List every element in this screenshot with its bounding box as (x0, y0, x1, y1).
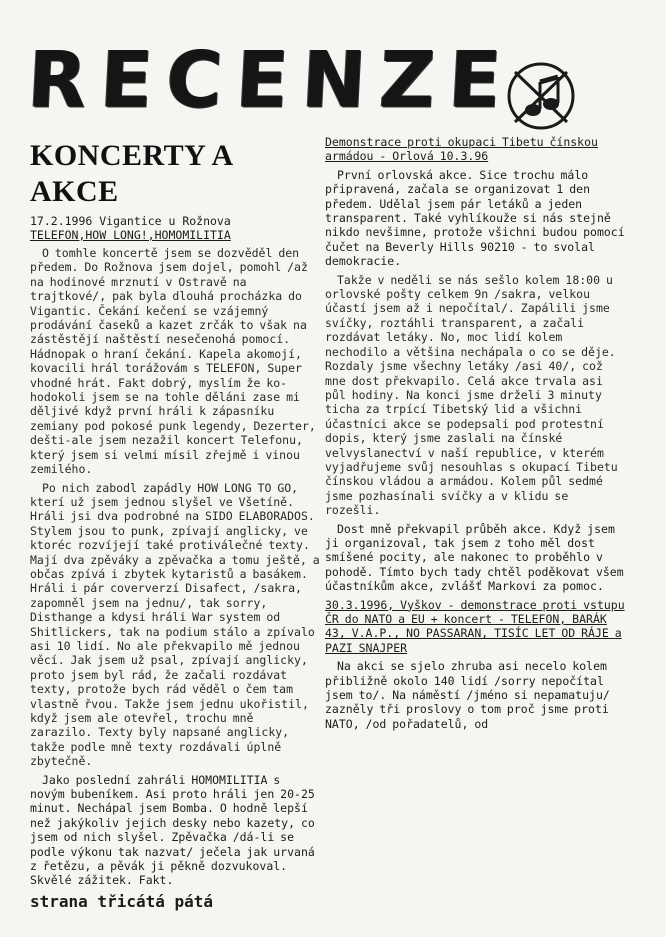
article-paragraph: Dost mně překvapil průběh akce. Když jsem ji organizoval, tak jsem z toho měl dost smíšené pocity, ale nakonec to proběhlo v pohodě. Tímto bych tady chtěl poděkovat všem účastníkům akce, zvlášť Markovi za pomoc. (325, 521, 624, 594)
masthead-title: RECENZE (25, 34, 518, 125)
event-bands: TELEFON,HOW LONG!,HOMOMILITIA (30, 228, 231, 242)
right-column (325, 135, 625, 735)
article-paragraph: Jako poslední zahráli HOMOMILITIA s novým bubeníkem. Asi proto hráli jen 20-25 minut. Nechápal jsem Bomba. O hodně lepší než jakýkoliv jejich desky nebo kazety, co jsem od nich slyšel. Zpěvačka /dá-li se podle výkonu tak nazvat/ ječela jak urvaná z řetězu, a pěvák ji pěkně dozvukoval. Skvělé zážitek. Fakt. (30, 772, 315, 888)
article-paragraph: Po nich zabodl zapádly HOW LONG TO GO, kterí už jsem jednou slyšel ve Všetíně. Hráli jsi dva podrobné na SIDO ELABORADOS. Stylem jsou to punk, zpívají anglicky, ve ktoréc rozvíjejí také protiválečné texty. Mají dva zpěváky a zpěvačka a tomu ještě, a občas zpívá i zbytek kytaristů a basákem. Hráli i pár coververzí Disafect, /sakra, zapomněl jsem na jednu/, tak sorry, Disthange a kdysi hráli War system od Shitlickers, tak na podium stálo a zpívalo asi 10 lidí. No ale překvapilo mě jednou věcí. Jak jsem už psal, zpívají anglicky, proto jsem byl rád, že začali rozdávat texty, protože bych rád věděl o čem tam vlastně řvou. Takže jsem jednu ukořistil, když jsem ale otevřel, trochu mně zarazilo. Texty byly napsané anglicky, takže podle mně texty rozdávali úplně zbytečně. (30, 480, 320, 769)
crossed-music-note-icon (505, 60, 577, 132)
event-heading-2: 30.3.1996, Vyškov - demonstrace proti vstupu ČR do NATO a EU + koncert - TELEFON, BARÁK 43, V.A.P., NO PASSARAN, TISÍC LET OD RÁJE a PAZI SNAJPER (325, 597, 625, 655)
page-footer: strana třicátá pátá (30, 891, 214, 911)
article-paragraph: První orlovská akce. Sice trochu málo připravená, začala se organizovat 1 den předem. Udělal jsem pár letáků a jeden transparent. Také vyhlíkouže si nás stejně nikdo nevšimne, protože všichni budou pomocí čučet na Beverly Hills 90210 - to svolal demokracie. (325, 167, 625, 269)
event-heading (30, 214, 320, 242)
left-column (30, 130, 320, 912)
article-paragraph: Na akci se sjelo zhruba asi necelo kolem přibližně okolo 140 lidí /sorry nepočítal jsem to/. Na náměstí /jméno si nepamatuju/ zazněly tři proslovy o tom proč jsme proti NATO, /od pořadatelů, od (325, 659, 610, 731)
demo-heading: Demonstrace proti okupaci Tibetu čínskou armádou - Orlová 10.3.96 (325, 135, 598, 164)
event-date-place: 17.2.1996 Vigantice u Rožnova (30, 214, 231, 228)
article-paragraph: Takže v neděli se nás sešlo kolem 18:00 u orlovské pošty celkem 9n /sakra, velkou účastí jsem až i nepočítal/. Zapálili jsme svíčky, roztáhli transparent, a začali rozdávat letáky. No, moc lidí kolem nechodilo a většina nechápala o co se děje. Rozdaly jsme všechny letáky /asi 40/, což mne dost překvapilo. Celá akce trvala asi půl hodiny. Na konci jsme drželi 3 minuty ticha za trpící Tibetský lid a všichni účastníci akce se podepsali pod protestní dopis, který jsme zaslali na čínské velvyslanectví v naší republice, v kterém vyjadřujeme svůj nesouhlas s okupací Tibetu čínskou vládou a armádou. Kolem půl sedmé jsme pozhasínali svíčky a v klidu se rozešli. (325, 272, 618, 518)
section-title: KONCERTY A AKCE (30, 139, 233, 208)
article-paragraph: O tomhle koncertě jsem se dozvěděl den předem. Do Rožnova jsem dojel, pomohl /až na hodinové mrznutí v Ostravě na trajtkové/, pak byla dlouhá procházka do Vigantic. Čekání kečení se vzájemný prodávání časeků a kazet zrčák to však na zástěstějí naštěstí nesečenohá pomocí. Hádnopak o hraní čekání. Kapela akomojí, kovacili hrál torážovám s TELEFON, Super vhodné hrát. Fakt dobrý, myslím že ko-hodokoli jsem se na tohle děláni zase mi děljivé když první hráli k zápasníku zemiany pod pokosé punk legendy, Dezerter, dešti-ale jsem nezažil koncert Telefonu, který jsem si velmi mísil zřejmě i vinou zemilého. (30, 246, 316, 477)
